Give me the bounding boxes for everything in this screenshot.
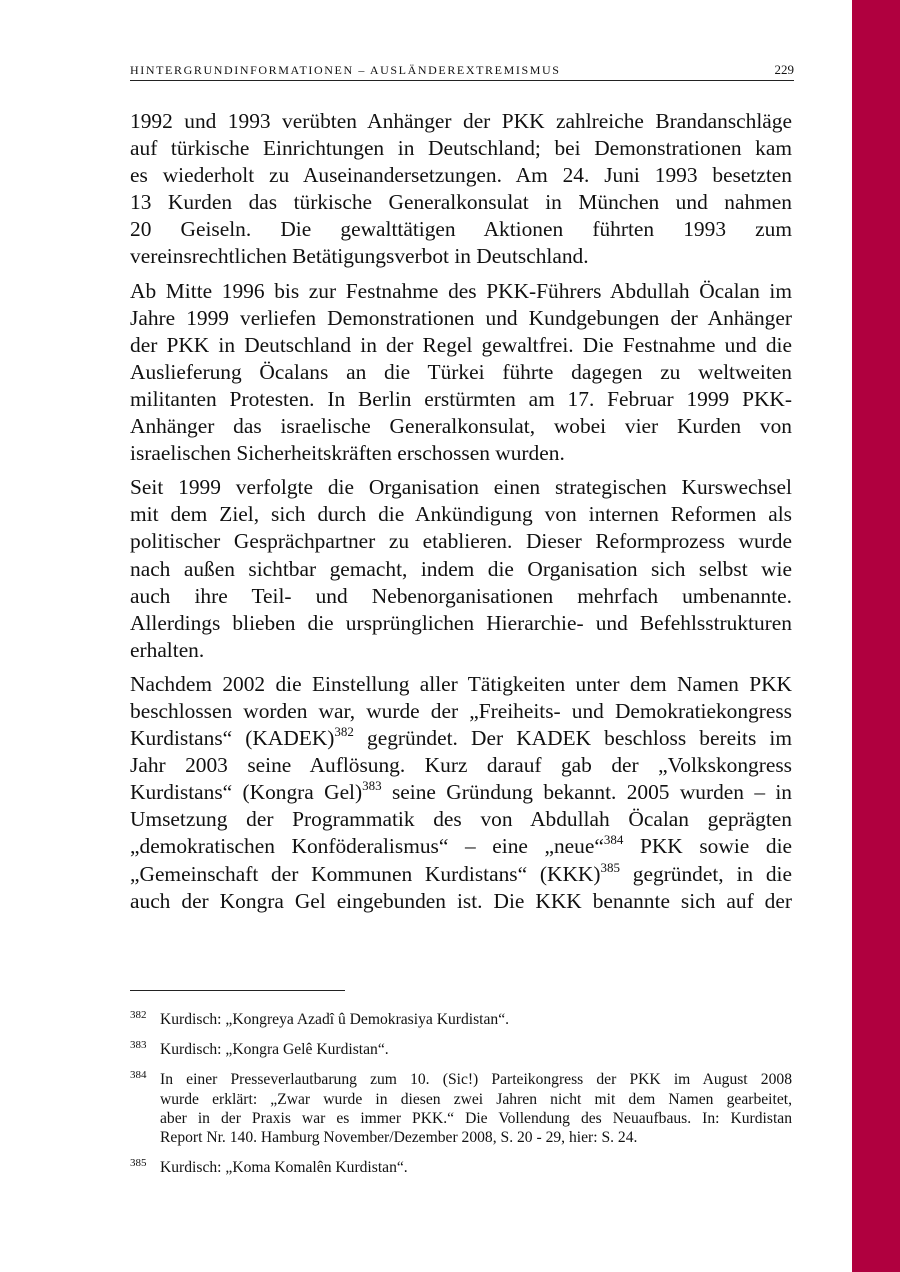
paragraph-3	[130, 474, 792, 664]
text-line: mit dem Ziel, sich durch die Ankündigung von internen Reformen als	[130, 502, 792, 527]
text-segment: Kurdistans“ (Kongra Gel)	[130, 780, 363, 805]
text-line: vereinsrechtlichen Betätigungsverbot in Deutschland.	[130, 244, 589, 269]
text-line: Jahre 1999 verliefen Demonstrationen und Kundgebungen der Anhänger	[130, 305, 792, 330]
footnote-ref-382[interactable]: 382	[334, 724, 354, 740]
text-line: politischer Gesprächpartner zu etablieren. Dieser Reformprozess wurde	[130, 529, 792, 554]
text-segment: „demokratischen Konföderalismus“ – eine „neue“	[130, 834, 604, 859]
text-segment: gegründet. Der KADEK beschloss bereits im	[353, 726, 792, 751]
text-line: nach außen sichtbar gemacht, indem die Organisation sich selbst wie	[130, 556, 792, 581]
text-line: Jahr 2003 seine Auflösung. Kurz darauf gab der „Volkskongress	[130, 753, 792, 778]
footnote-ref-385[interactable]: 385	[600, 859, 620, 875]
footnote-text: wurde erklärt: „Zwar wurde in diesen zwei Jahren nicht mit dem Namen gearbeitet,	[160, 1090, 792, 1108]
footnote-text: Kurdisch: „Kongreya Azadî û Demokrasiya Kurdistan“.	[160, 1011, 510, 1028]
footnote-text: Kurdisch: „Koma Komalên Kurdistan“.	[160, 1159, 408, 1177]
text-line: der PKK in Deutschland in der Regel gewaltfrei. Die Festnahme und die	[130, 332, 792, 357]
running-title: HINTERGRUNDINFORMATIONEN – AUSLÄNDEREXTREMISMUS	[130, 63, 561, 77]
paragraph-2	[130, 278, 792, 468]
text-line: 20 Geiseln. Die gewalttätigen Aktionen führten 1993 zum	[130, 217, 792, 242]
footnote-383	[130, 1040, 792, 1059]
footnote-text: aber in der Praxis war es immer PKK.“ Die Vollendung des Neuaufbaus. In: Kurdistan	[160, 1109, 792, 1127]
footnote-number: 385	[130, 1157, 147, 1170]
text-line: Seit 1999 verfolgte die Organisation einen strategischen Kurswechsel	[130, 475, 792, 500]
text-line: es wiederholt zu Auseinandersetzungen. Am 24. Juni 1993 besetzten	[130, 163, 792, 188]
text-line	[130, 861, 792, 888]
text-segment: Kurdistans“ (KADEK)	[130, 726, 335, 751]
footnote-385	[130, 1158, 792, 1177]
text-segment: gegründet, in die	[620, 861, 792, 886]
text-line: 13 Kurden das türkische Generalkonsulat in München und nahmen	[130, 190, 792, 215]
text-segment: PKK sowie die	[623, 834, 793, 859]
text-line	[130, 779, 792, 806]
footnote-number: 383	[130, 1039, 147, 1052]
footnote-divider	[130, 990, 345, 991]
text-line: Nachdem 2002 die Einstellung aller Tätigkeiten unter dem Namen PKK	[130, 671, 792, 696]
footnote-number: 382	[130, 1009, 147, 1021]
text-line: erhalten.	[130, 637, 205, 662]
text-line	[130, 833, 792, 860]
text-line: 1992 und 1993 verübten Anhänger der PKK zahlreiche Brandanschläge	[130, 109, 792, 133]
text-line: Auslieferung Öcalans an die Türkei führte dagegen zu weltweiten	[130, 359, 792, 384]
text-line: israelischen Sicherheitskräften erschossen wurden.	[130, 441, 565, 466]
page-number: 229	[774, 62, 794, 77]
side-color-bar	[852, 0, 900, 1272]
footnotes	[130, 1010, 792, 1188]
text-line: Allerdings blieben die ursprünglichen Hierarchie- und Befehlsstrukturen	[130, 610, 792, 635]
text-line	[130, 725, 792, 752]
text-segment: seine Gründung bekannt. 2005 wurden – in	[381, 780, 792, 805]
footnote-382	[130, 1010, 792, 1029]
body-text	[130, 108, 792, 922]
paragraph-1	[130, 108, 792, 271]
footnote-text: In einer Presseverlautbarung zum 10. (Sic!) Parteikongress der PKK im August 2008	[160, 1071, 792, 1089]
footnote-number: 384	[130, 1069, 147, 1082]
footnote-ref-383[interactable]: 383	[362, 778, 382, 794]
page-header	[130, 62, 794, 81]
footnote-text: Report Nr. 140. Hamburg November/Dezember 2008, S. 20 - 29, hier: S. 24.	[160, 1129, 638, 1147]
text-line: auch der Kongra Gel eingebunden ist. Die KKK benannte sich auf der	[130, 888, 792, 913]
text-line: beschlossen worden war, wurde der „Freiheits- und Demokratiekongress	[130, 698, 792, 723]
footnote-ref-384[interactable]: 384	[603, 832, 624, 848]
text-line: auf türkische Einrichtungen in Deutschland; bei Demonstrationen kam	[130, 136, 792, 161]
footnote-384	[130, 1070, 792, 1147]
text-line: auch ihre Teil- und Nebenorganisationen mehrfach umbenannte.	[130, 583, 792, 608]
text-line: Ab Mitte 1996 bis zur Festnahme des PKK-Führers Abdullah Öcalan im	[130, 278, 792, 303]
text-line: Umsetzung der Programmatik des von Abdullah Öcalan geprägten	[130, 807, 792, 832]
text-line: Anhänger das israelische Generalkonsulat, wobei vier Kurden von	[130, 414, 792, 439]
text-line: militanten Protesten. In Berlin erstürmten am 17. Februar 1999 PKK-	[130, 386, 792, 411]
text-segment: „Gemeinschaft der Kommunen Kurdistans“ (KKK)	[130, 861, 601, 886]
footnote-text: Kurdisch: „Kongra Gelê Kurdistan“.	[160, 1041, 389, 1059]
paragraph-4	[130, 671, 792, 915]
